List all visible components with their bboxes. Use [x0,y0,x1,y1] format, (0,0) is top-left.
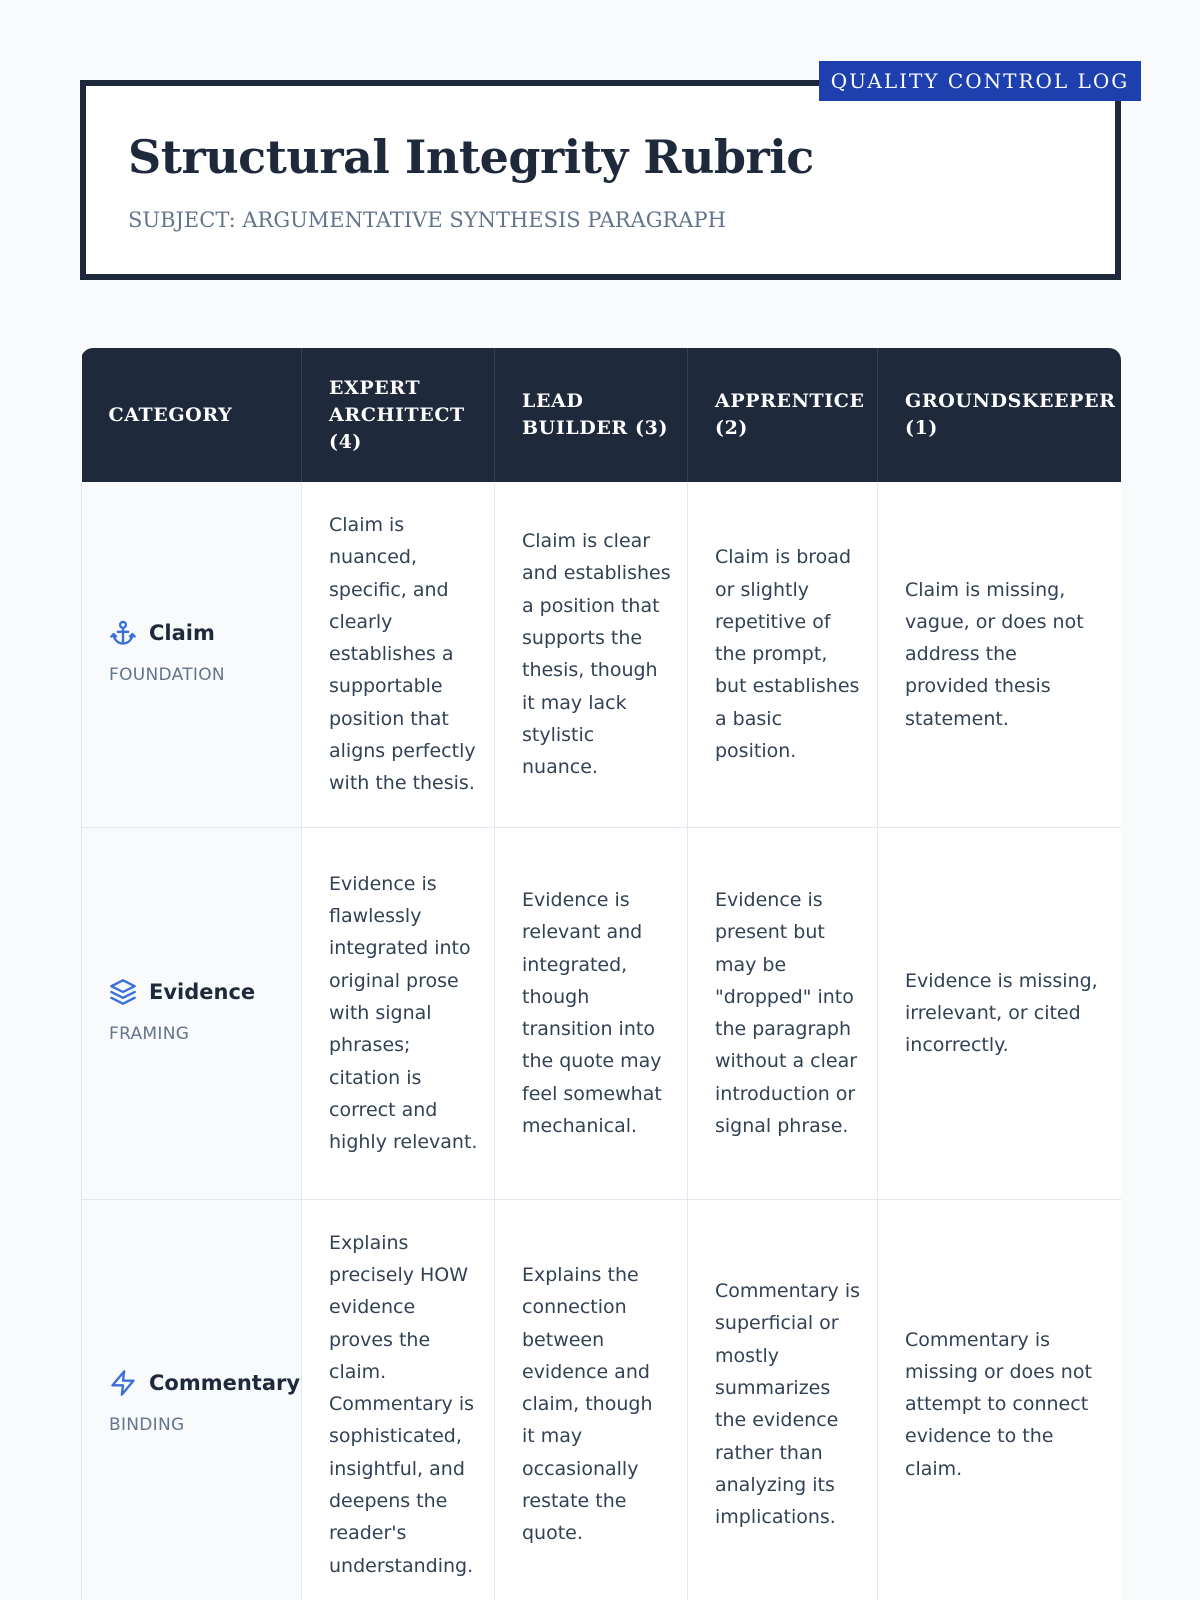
category-subtitle: BINDING [109,1415,185,1436]
column-header-lead-builder: LEAD BUILDER (3) [495,348,688,482]
rubric-table [81,348,1121,1600]
table-row [82,1199,1122,1600]
table-row [82,827,1122,1199]
column-header-groundskeeper: GROUNDSKEEPER (1) [878,348,1122,482]
column-header-category: CATEGORY [82,348,302,482]
quality-control-log-badge: QUALITY CONTROL LOG [819,61,1141,101]
rubric-cell: Commentary is superficial or mostly summarizes the evidence rather than analyzing its implications. [688,1199,878,1600]
category-name: Commentary [149,1371,301,1395]
rubric-cell: Evidence is relevant and integrated, though transition into the quote may feel somewhat mechanical. [495,827,688,1199]
rubric-cell: Evidence is flawlessly integrated into original prose with signal phrases; citation is correct and highly relevant. [302,827,495,1199]
rubric-cell: Claim is broad or slightly repetitive of the prompt, but establishes a basic position. [688,482,878,827]
anchor-icon [109,619,137,647]
table-row [82,482,1122,827]
category-subtitle: FRAMING [109,1024,190,1045]
category-name: Evidence [149,979,256,1004]
rubric-cell: Explains precisely HOW evidence proves the claim. Commentary is sophisticated, insightful, and deepens the reader's understanding. [302,1199,495,1600]
category-subtitle: FOUNDATION [109,665,225,686]
rubric-cell: Explains the connection between evidence and claim, though it may occasionally restate the quote. [495,1199,688,1600]
category-cell [82,1199,302,1600]
rubric-cell: Claim is clear and establishes a position that supports the thesis, though it may lack stylistic nuance. [495,482,688,827]
category-cell [82,827,302,1199]
lightning-icon [109,1369,137,1397]
column-header-expert-architect: EXPERT ARCHITECT (4) [302,348,495,482]
rubric-cell: Claim is nuanced, specific, and clearly establishes a supportable position that aligns perfectly with the thesis. [302,482,495,827]
rubric-cell: Claim is missing, vague, or does not address the provided thesis statement. [878,482,1122,827]
rubric-cell: Commentary is missing or does not attempt to connect evidence to the claim. [878,1199,1122,1600]
header-card [80,80,1121,280]
rubric-cell: Evidence is missing, irrelevant, or cited incorrectly. [878,827,1122,1199]
layers-icon [109,978,137,1006]
page-subtitle: SUBJECT: ARGUMENTATIVE SYNTHESIS PARAGRAPH [128,208,726,232]
table-header-row [82,348,1122,482]
column-header-apprentice: APPRENTICE (2) [688,348,878,482]
category-name: Claim [149,621,215,646]
category-cell [82,482,302,827]
rubric-cell: Evidence is present but may be "dropped" into the paragraph without a clear introduction or signal phrase. [688,827,878,1199]
page-title: Structural Integrity Rubric [128,130,814,184]
